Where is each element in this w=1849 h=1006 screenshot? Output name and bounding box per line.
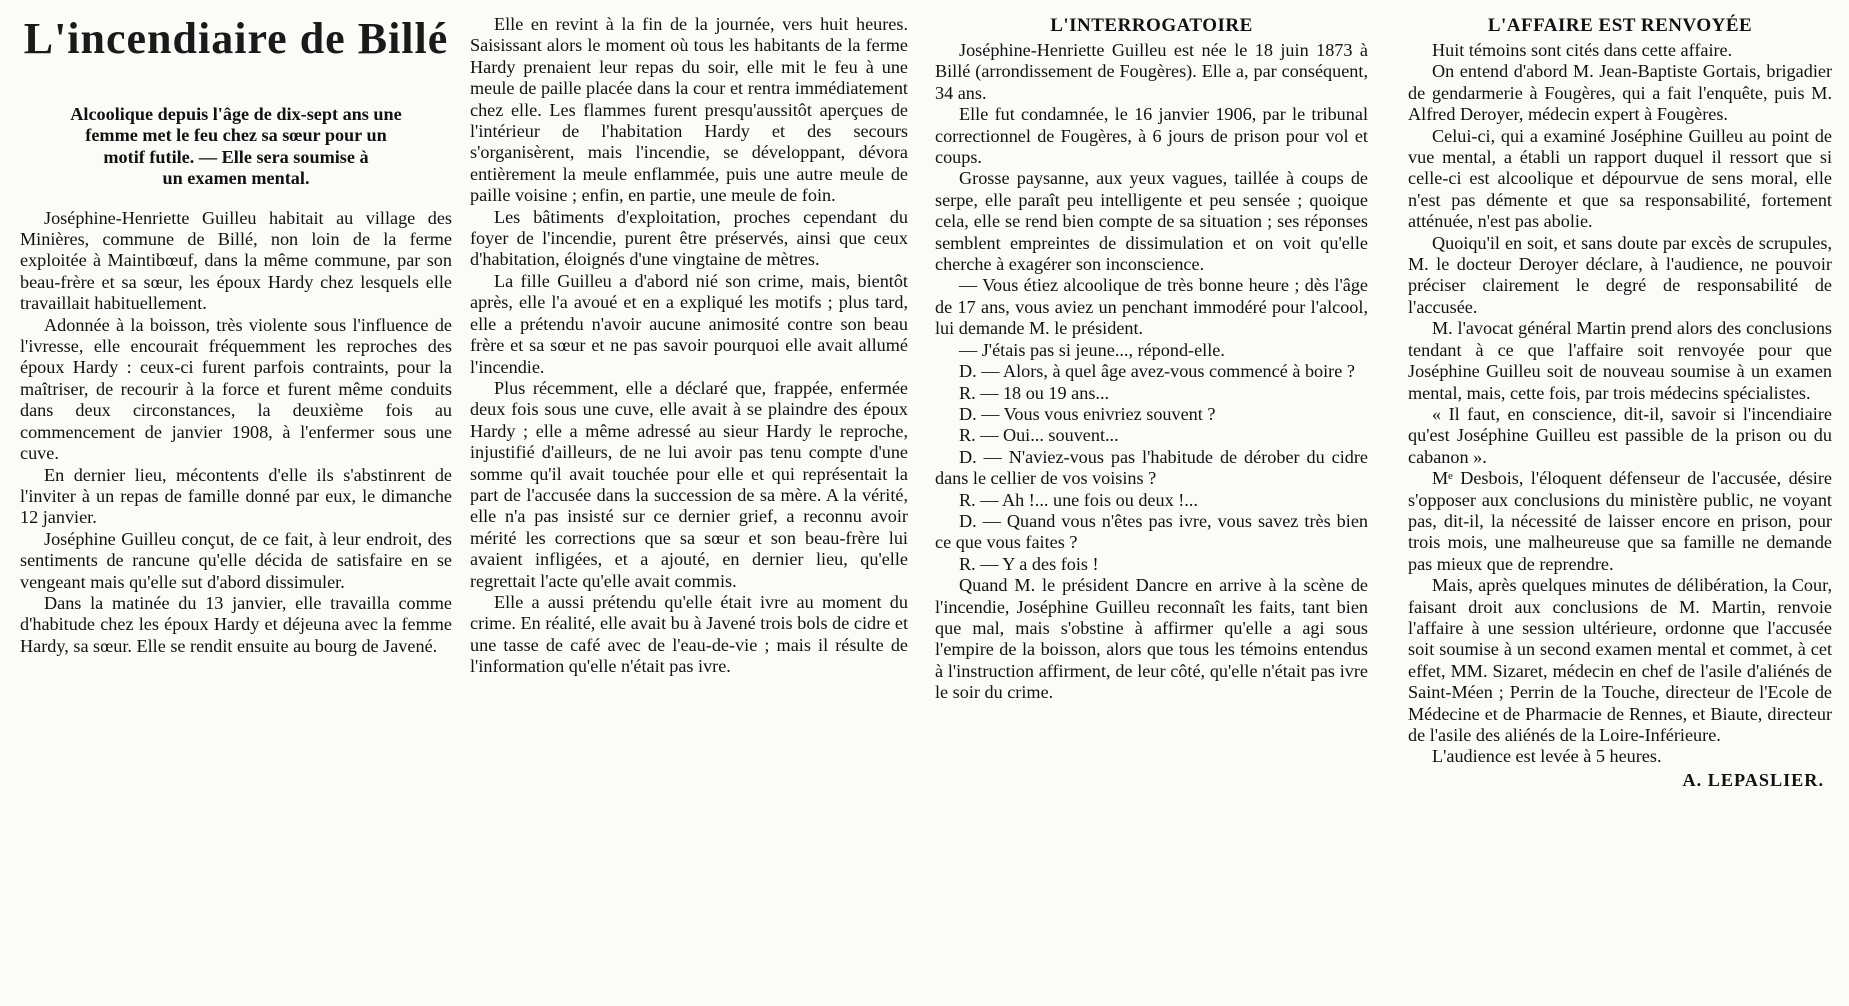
dialogue-line: — Vous étiez alcoolique de très bonne heure ; dès l'âge de 17 ans, vous aviez un penchant immodéré pour l'alcool, lui demande M. le président. (935, 275, 1368, 339)
paragraph: M. l'avocat général Martin prend alors des conclusions tendant à ce que l'affaire soit renvoyée pour que Joséphine Guilleu soit de nouveau soumise à un examen mental, mais, cette fois, par trois médecins spécialistes. (1408, 318, 1832, 403)
section-title-interrogatoire: L'INTERROGATOIRE (1050, 15, 1253, 36)
paragraph: Elle fut condamnée, le 16 janvier 1906, par le tribunal correctionnel de Fougères, à 6 jours de prison pour vol et coups. (935, 104, 1368, 168)
dialogue-line: R. — Oui... souvent... (959, 425, 1119, 446)
section-title-affaire-renvoyee: L'AFFAIRE EST RENVOYÉE (1487, 15, 1753, 36)
paragraph: « Il faut, en conscience, dit-il, savoir si l'incendiaire qu'est Joséphine Guilleu est passible de la prison ou du cabanon ». (1408, 403, 1832, 467)
dialogue-line: R. — Ah !... une fois ou deux !... (959, 489, 1198, 510)
paragraph: Plus récemment, elle a déclaré que, frappée, enfermée deux fois sous une cuve, elle avait à se plaindre des époux Hardy ; elle a même adressé au sieur Hardy le reproche, injustifié d'ailleurs, de ne lui avoir pas tenu compte d'une somme qu'il avait touchée pour elle et qui représentait la part de l'accusée dans la succession de sa mère. A la vérité, elle n'a pas insisté sur ce dernier grief, a reconnu avoir mérité les corrections que sa sœur et son beau-frère lui avaient infligées, et a ajouté, en dernier lieu, qu'elle regrettait l'acte qu'elle avait commis. (470, 377, 908, 591)
dialogue-line: R. — 18 ou 19 ans... (959, 382, 1110, 403)
dialogue-line: D. — N'aviez-vous pas l'habitude de dérober du cidre dans le cellier de vos voisins ? (935, 446, 1368, 489)
summary-line: Alcoolique depuis l'âge de dix-sept ans une (70, 104, 402, 124)
paragraph: Joséphine Guilleu conçut, de ce fait, à leur endroit, des sentiments de rancune qu'elle décida de satisfaire en se vengeant mais qu'elle sut d'abord dissimuler. (20, 528, 452, 592)
paragraph: Mᵉ Desbois, l'éloquent défenseur de l'accusée, désire s'opposer aux conclusions du ministère public, ne voyant pas, dit-il, la nécessité de laisser encore en prison, pour trois mois, une malheureuse que sa famille ne demande pas mieux que de reprendre. (1408, 468, 1832, 574)
paragraph: Joséphine-Henriette Guilleu habitait au village des Minières, commune de Billé, non loin de la ferme exploitée à Maintibœuf, dans la même commune, par son beau-frère et sa sœur, les époux Hardy chez lesquels elle travaillait habituellement. (20, 207, 452, 314)
paragraph: Les bâtiments d'exploitation, proches cependant du foyer de l'incendie, purent être préservés, ainsi que ceux d'habitation, éloignés d'une vingtaine de mètres. (470, 206, 908, 270)
paragraph: La fille Guilleu a d'abord nié son crime, mais, bientôt après, elle l'a avoué et en a expliqué les motifs ; plus tard, elle a prétendu n'avoir aucune animosité contre son beau frère et sa sœur et ne pas savoir pourquoi elle avait allumé l'incendie. (470, 270, 908, 377)
paragraph: Quand M. le président Dancre en arrive à la scène de l'incendie, Joséphine Guilleu reconnaît les faits, tant bien que mal, mais s'obstine à affirmer qu'elle a agi sous l'empire de la boisson, alors que tous les témoins entendus à l'instruction affirment, de leur côté, qu'elle n'était pas ivre le soir du crime. (935, 575, 1368, 703)
dialogue-line: — J'étais pas si jeune..., répond-elle. (959, 339, 1225, 360)
column-3 (935, 14, 1368, 704)
column-4 (1408, 14, 1832, 791)
column-2 (470, 14, 908, 678)
article-title: L'incendiaire de Billé (23, 14, 449, 63)
dialogue-line: D. — Vous vous enivriez souvent ? (959, 403, 1216, 424)
dialogue-line: D. — Alors, à quel âge avez-vous commencé à boire ? (959, 361, 1355, 382)
paragraph: Joséphine-Henriette Guilleu est née le 18 juin 1873 à Billé (arrondissement de Fougères). Elle a, par conséquent, 34 ans. (935, 40, 1368, 103)
paragraph: En dernier lieu, mécontents d'elle ils s'abstinrent de l'inviter à un repas de famille donné par eux, le dimanche 12 janvier. (20, 464, 452, 528)
paragraph: On entend d'abord M. Jean-Baptiste Gortais, brigadier de gendarmerie à Fougères, qui a fait l'enquête, puis M. Alfred Deroyer, médecin expert à Fougères. (1408, 61, 1832, 125)
summary-line: un examen mental. (162, 168, 310, 189)
paragraph: Elle a aussi prétendu qu'elle était ivre au moment du crime. En réalité, elle avait bu à Javené trois bols de cidre et une tasse de café avec de l'eau-de-vie ; mais il résulte de l'information qu'elle n'était pas ivre. (470, 591, 908, 677)
paragraph: Elle en revint à la fin de la journée, vers huit heures. Saisissant alors le moment où tous les habitants de la ferme Hardy prenaient leur repas du soir, elle mit le feu à une meule de paille placée dans la cour et rentra immédiatement chez elle. Les flammes furent presqu'aussitôt aperçues de l'intérieur de l'habitation Hardy et des secours s'organisèrent, mais l'incendie, se développant, dévora entièrement la meule enflammée, puis une autre meule de paille voisine ; enfin, en partie, une meule de foin. (470, 14, 908, 206)
paragraph: L'audience est levée à 5 heures. (1432, 746, 1662, 767)
dialogue-line: R. — Y a des fois ! (959, 553, 1099, 574)
paragraph: Grosse paysanne, aux yeux vagues, taillée à coups de serpe, elle paraît peu intelligente et peu sensée ; quoique cela, elle se rend bien compte de sa situation ; ses réponses semblent empreintes de dissimulation et on voit qu'elle cherche à exagérer son inconscience. (935, 168, 1368, 275)
paragraph: Adonnée à la boisson, très violente sous l'influence de l'ivresse, elle encourait fréquemment les reproches des époux Hardy : ceux-ci furent parfois contraints, pour la maîtriser, de recourir à la force et furent même conduits dans deux circonstances, la deuxième fois au commencement de janvier 1908, à l'enfermer sous une cuve. (20, 314, 452, 464)
article-summary (20, 104, 452, 190)
author-signature: A. LEPASLIER. (1682, 769, 1824, 790)
paragraph: Celui-ci, qui a examiné Joséphine Guilleu au point de vue mental, a établi un rapport duquel il ressort que si celle-ci est alcoolique et dépourvue de sens moral, elle n'est pas démente et que sa responsabilité, fortement atténuée, n'est pas abolie. (1408, 125, 1832, 232)
paragraph: Dans la matinée du 13 janvier, elle travailla comme d'habitude chez les époux Hardy et déjeuna avec la femme Hardy, sa sœur. Elle se rendit ensuite au bourg de Javené. (20, 592, 452, 656)
summary-line: femme met le feu chez sa sœur pour un (85, 125, 387, 146)
paragraph: Huit témoins sont cités dans cette affaire. (1432, 40, 1733, 60)
summary-line: motif futile. — Elle sera soumise à (103, 146, 369, 167)
column-1 (20, 14, 452, 657)
paragraph: Mais, après quelques minutes de délibération, la Cour, faisant droit aux conclusions de M. Martin, renvoie l'affaire à une session ultérieure, ordonne que l'accusée soit soumise à un second examen mental et commet, à cet effet, MM. Sizaret, médecin en chef de l'asile d'aliénés de Saint-Méen ; Perrin de la Touche, directeur de l'Ecole de Médecine et de Pharmacie de Rennes, et Biaute, directeur de l'asile des aliénés de la Loire-Inférieure. (1408, 575, 1832, 745)
paragraph: Quoiqu'il en soit, et sans doute par excès de scrupules, M. le docteur Deroyer déclare, à l'audience, ne pouvoir préciser clairement le degré de responsabilité de l'accusée. (1408, 232, 1832, 317)
dialogue-line: D. — Quand vous n'êtes pas ivre, vous savez très bien ce que vous faites ? (935, 510, 1368, 553)
